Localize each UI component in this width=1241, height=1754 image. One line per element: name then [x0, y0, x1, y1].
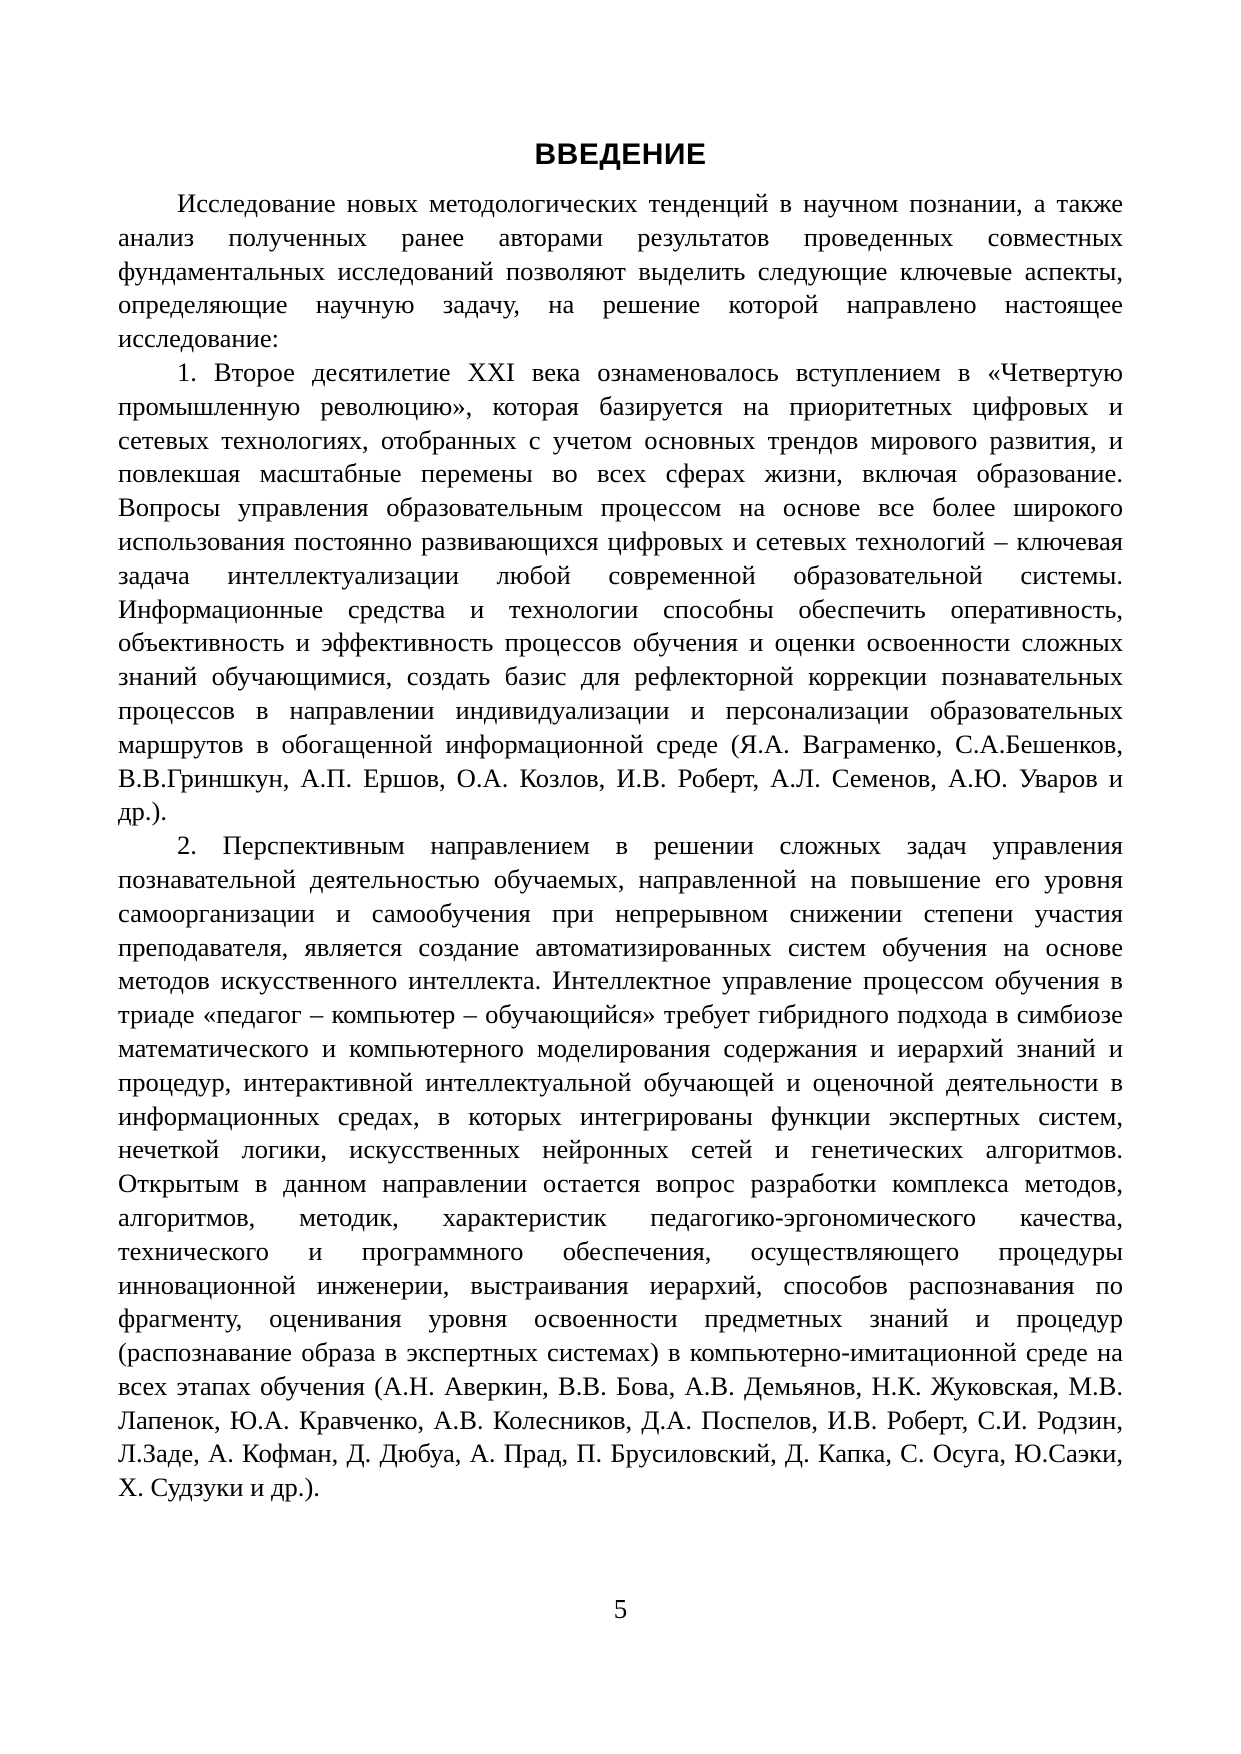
intro-paragraph: Исследование новых методологических тенденций в научном познании, а также анализ полученных ранее авторами результатов проведенных совместных фундаментальных исследований позволяют выделить следующие ключевые аспекты, определяющие научную задачу, на решение которой направлено настоящее исследование: — [118, 188, 1123, 354]
paragraph-item-1: 1. Второе десятилетие XXI века ознаменовалось вступлением в «Четвертую промышленную революцию», которая базируется на приоритетных цифровых и сетевых технологиях, отобранных с учетом основных трендов мирового развития, и повлекшая масштабные перемены во всех сферах жизни, включая образование. Вопросы управления образовательным процессом на основе все более широкого использования постоянно развивающихся цифровых и сетевых технологий – ключевая задача интеллектуализации любой современной образовательной системы. Информационные средства и технологии способны обеспечить оперативность, объективность и эффективность процессов обучения и оценки освоенности сложных знаний обучающимися, создать базис для рефлекторной коррекции познавательных процессов в направлении индивидуализации и персонализации образовательных маршрутов в обогащенной информационной среде (Я.А. Ваграменко, С.А.Бешенков, В.В.Гриншкун, А.П. Ершов, О.А. Козлов, И.В. Роберт, А.Л. Семенов, А.Ю. Уваров и др.). — [118, 356, 1123, 827]
page-number: 5 — [613, 1594, 628, 1624]
body-text — [118, 187, 1123, 1505]
page-title: ВВЕДЕНИЕ — [534, 138, 707, 172]
paragraph-item-2: 2. Перспективным направлением в решении сложных задач управления познавательной деятельностью обучаемых, направленной на повышение его уровня самоорганизации и самообучения при непрерывном снижении степени участия преподавателя, является создание автоматизированных систем обучения на основе методов искусственного интеллекта. Интеллектное управление процессом обучения в триаде «педагог – компьютер – обучающийся» требует гибридного подхода в симбиозе математического и компьютерного моделирования содержания и иерархий знаний и процедур, интерактивной интеллектуальной обучающей и оценочной деятельности в информационных средах, в которых интегрированы функции экспертных систем, нечеткой логики, искусственных нейронных сетей и генетических алгоритмов. Открытым в данном направлении остается вопрос разработки комплекса методов, алгоритмов, методик, характеристик педагогико-эргономического качества, технического и программного обеспечения, осуществляющего процедуры инновационной инженерии, выстраивания иерархий, способов распознавания по фрагменту, оценивания уровня освоенности предметных знаний и процедур (распознавание образа в экспертных системах) в компьютерно-имитационной среде на всех этапах обучения (А.Н. Аверкин, В.В. Бова, А.В. Демьянов, Н.К. Жуковская, М.В. Лапенок, Ю.А. Кравченко, А.В. Колесников, Д.А. Поспелов, И.В. Роберт, С.И. Родзин, Л.Заде, А. Кофман, Д. Дюбуа, А. Прад, П. Брусиловский, Д. Капка, С. Осуга, Ю.Саэки, Х. Судзуки и др.). — [118, 830, 1123, 1503]
